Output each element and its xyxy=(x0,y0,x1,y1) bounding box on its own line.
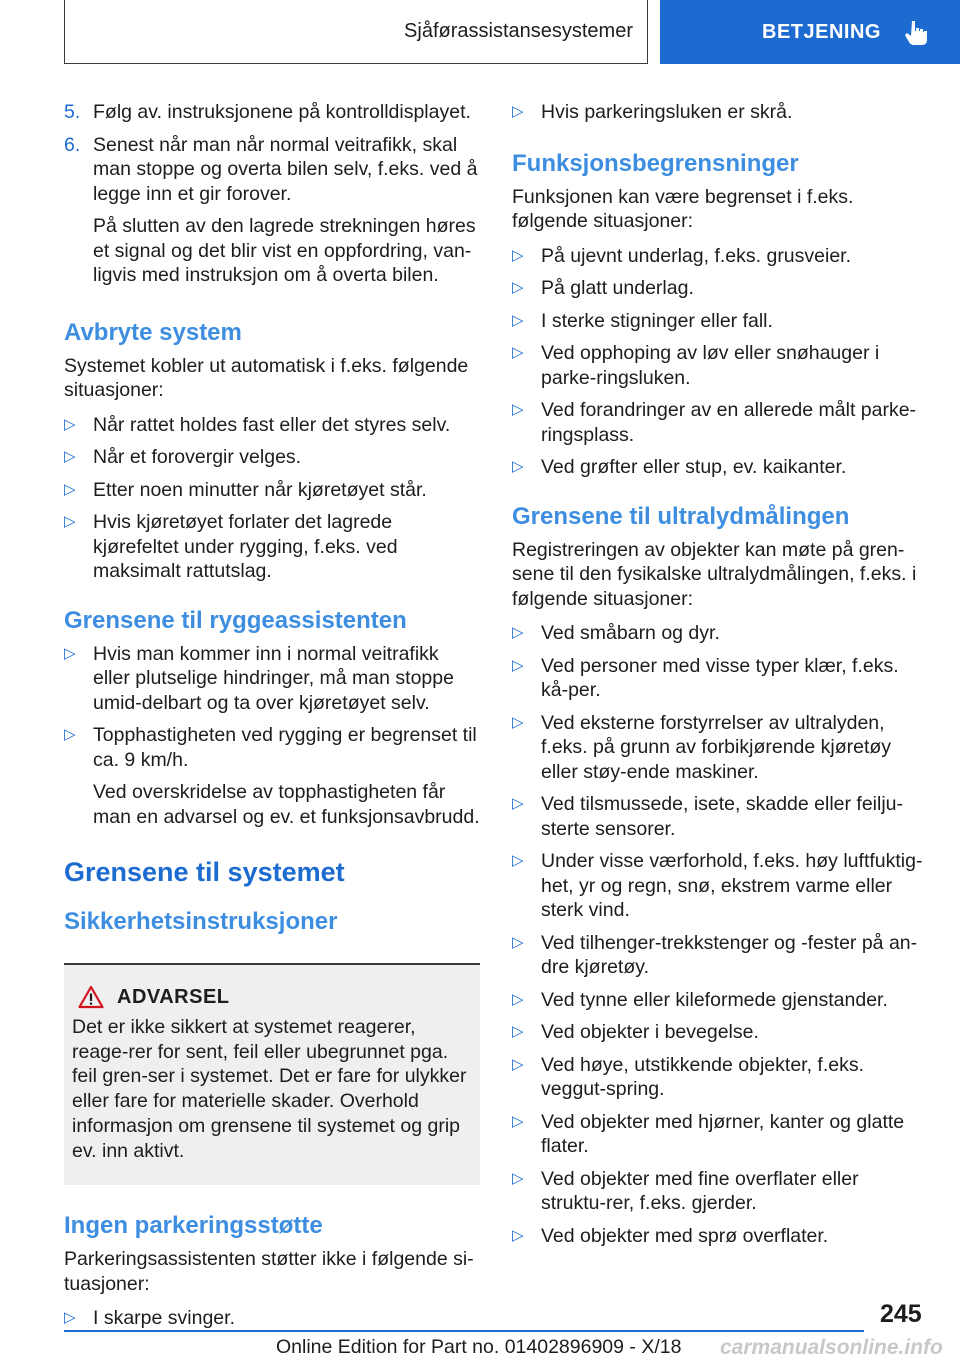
bullet-triangle-icon: ▷ xyxy=(64,1309,76,1327)
list-item: ▷ Ved objekter med fine overflater eller struktu-rer, f.eks. gjerder. xyxy=(512,1167,859,1214)
bullet-triangle-icon: ▷ xyxy=(512,1226,524,1244)
bullet-triangle-icon: ▷ xyxy=(512,401,524,418)
warning-label: ADVARSEL xyxy=(117,985,230,1008)
right-column xyxy=(512,100,928,1256)
bullet-triangle-icon: ▷ xyxy=(64,415,76,433)
section-heading-abort: Avbryte system xyxy=(64,318,242,346)
bullet-triangle-icon: ▷ xyxy=(512,933,524,951)
list-item: ▷ Ved objekter i bevegelse. xyxy=(512,1021,759,1043)
step-item xyxy=(64,133,480,207)
list-item: ▷ Hvis kjøretøyet forlater det lagrede kjørefeltet under rygging, f.eks. ved maksimalt rattutslag. xyxy=(64,511,398,582)
step-note: På slutten av den lagrede strekningen høres et signal og det blir vist en oppfordring, van-ligvis med instruksjon om å overta bilen. xyxy=(93,215,476,286)
header-section-title: Sjåførassistansesystemer xyxy=(404,20,633,42)
list-item: ▷ Ved objekter med hjørner, kanter og glatte flater. xyxy=(512,1110,905,1157)
footer-watermark: carmanualsonline.info xyxy=(720,1336,943,1359)
bullet-triangle-icon: ▷ xyxy=(512,795,524,812)
list-item: ▷ Ved tynne eller kileformede gjenstander. xyxy=(512,988,888,1011)
page-number: 245 xyxy=(880,1300,922,1328)
list-item: ▷ Hvis man kommer inn i normal veitrafikk eller plutselige hindringer, må man stoppe umid-delbart og ta over kjøretøyet selv. xyxy=(64,642,454,714)
section-heading-no-support: Ingen parkeringsstøtte xyxy=(64,1212,323,1240)
step-text: Følg av. instruksjonene på kontrolldisplayet. xyxy=(93,101,471,123)
list-item: ▷ I skarpe svinger. xyxy=(64,1307,235,1330)
left-column xyxy=(64,100,480,1339)
section-intro: Registreringen av objekter kan møte på gren-sene til den fysikalske ultralydmålingen, f.eks. i følgende situasjoner: xyxy=(512,538,917,610)
bullet-triangle-icon: ▷ xyxy=(512,713,524,731)
bullet-triangle-icon: ▷ xyxy=(512,656,524,674)
bullet-triangle-icon: ▷ xyxy=(512,279,524,296)
section-heading-reverse-limits: Grensene til ryggeassistenten xyxy=(64,606,407,634)
list-item: ▷ Når et forovergir velges. xyxy=(64,446,302,468)
list-item: ▷ Hvis parkeringsluken er skrå. xyxy=(512,101,793,123)
list-item: ▷ Ved objekter med sprø overflater. xyxy=(512,1224,829,1247)
list-item: ▷ Topphastigheten ved rygging er begrenset til ca. 9 km/h. xyxy=(64,724,477,771)
list-item-note: Ved overskridelse av topphastigheten får man en advarsel og ev. et funksjonsavbrudd. xyxy=(93,781,480,828)
hand-pointer-icon xyxy=(903,19,929,45)
bullet-triangle-icon: ▷ xyxy=(512,624,524,641)
list-item: ▷ I sterke stigninger eller fall. xyxy=(512,309,773,332)
bullet-triangle-icon: ▷ xyxy=(64,726,76,743)
warning-box xyxy=(64,963,480,1185)
list-item: ▷ På ujevnt underlag, f.eks. grusveier. xyxy=(512,244,852,267)
header-chapter-title: BETJENING xyxy=(762,20,881,43)
section-intro: Funksjonen kan være begrenset i f.eks. følgende situasjoner: xyxy=(512,185,854,232)
list-item: ▷ På glatt underlag. xyxy=(512,277,694,299)
list-item: ▷ Ved høye, utstikkende objekter, f.eks. veggut-spring. xyxy=(512,1053,865,1100)
chapter-heading-system-limits: Grensene til systemet xyxy=(64,857,345,887)
list-item: ▷ Etter noen minutter når kjøretøyet står. xyxy=(64,478,427,501)
list-item: ▷ Ved personer med visse typer klær, f.eks. kå-per. xyxy=(512,654,899,701)
list-item: ▷ Ved tilsmussede, isete, skadde eller feilju-sterte sensorer. xyxy=(512,793,904,840)
footer-edition: Online Edition for Part no. 01402896909 - X/18 xyxy=(276,1336,682,1358)
bullet-triangle-icon: ▷ xyxy=(512,852,524,869)
footer-divider xyxy=(64,1330,864,1332)
warning-text: Det er ikke sikkert at systemet reagerer, reage-rer for sent, feil eller ubegrunnet pga. feil gren-ser i systemet. Det er fare for ulykker eller fare for materielle skader. Overhold informasjon om grensene til systemet og grip ev. inn aktivt. xyxy=(72,1016,467,1162)
list-item: ▷ Ved forandringer av en allerede målt parke-ringsplass. xyxy=(512,399,917,446)
header-chapter-tab xyxy=(660,0,960,64)
bullet-triangle-icon: ▷ xyxy=(512,990,524,1008)
bullet-triangle-icon: ▷ xyxy=(512,1112,524,1130)
bullet-triangle-icon: ▷ xyxy=(64,644,76,662)
bullet-triangle-icon: ▷ xyxy=(512,103,524,120)
step-text: Senest når man når normal veitrafikk, skal man stoppe og overta bilen selv, f.eks. ved å legge inn et gir forover. xyxy=(93,133,478,205)
bullet-triangle-icon: ▷ xyxy=(64,513,76,530)
step-item xyxy=(64,100,480,125)
header-section-tab xyxy=(64,0,648,64)
list-item: ▷ Når rattet holdes fast eller det styres selv. xyxy=(64,413,451,436)
step-number: 5. xyxy=(64,101,81,123)
bullet-triangle-icon: ▷ xyxy=(64,448,76,465)
bullet-triangle-icon: ▷ xyxy=(512,246,524,264)
list-item: ▷ Ved småbarn og dyr. xyxy=(512,622,720,644)
bullet-triangle-icon: ▷ xyxy=(512,458,524,475)
bullet-triangle-icon: ▷ xyxy=(512,1023,524,1040)
section-heading-ultrasound-limits: Grensene til ultralydmålingen xyxy=(512,502,850,530)
list-item: ▷ Ved eksterne forstyrrelser av ultralyden, f.eks. på grunn av forbikjørende kjøretøy eller støy-ende maskiner. xyxy=(512,711,892,783)
list-item: ▷ Ved tilhenger-trekkstenger og -fester på an-dre kjøretøy. xyxy=(512,931,918,978)
bullet-triangle-icon: ▷ xyxy=(64,480,76,498)
list-item: ▷ Ved opphoping av løv eller snøhauger i parke-ringsluken. xyxy=(512,342,880,389)
list-item: ▷ Ved grøfter eller stup, ev. kaikanter. xyxy=(512,456,847,478)
bullet-triangle-icon: ▷ xyxy=(512,311,524,329)
bullet-triangle-icon: ▷ xyxy=(512,1055,524,1073)
bullet-triangle-icon: ▷ xyxy=(512,344,524,361)
list-item: ▷ Under visse værforhold, f.eks. høy luftfuktig-het, yr og regn, snø, ekstrem varme eller sterk vind. xyxy=(512,850,923,921)
section-intro: Parkeringsassistenten støtter ikke i følgende si-tuasjoner: xyxy=(64,1248,474,1295)
section-heading-function-limits: Funksjonsbegrensninger xyxy=(512,149,799,177)
section-heading-safety: Sikkerhetsinstruksjoner xyxy=(64,908,338,935)
section-intro: Systemet kobler ut automatisk i f.eks. følgende situasjoner: xyxy=(64,354,469,401)
bullet-triangle-icon: ▷ xyxy=(512,1169,524,1187)
warning-triangle-icon xyxy=(78,985,104,1009)
step-number: 6. xyxy=(64,133,81,156)
